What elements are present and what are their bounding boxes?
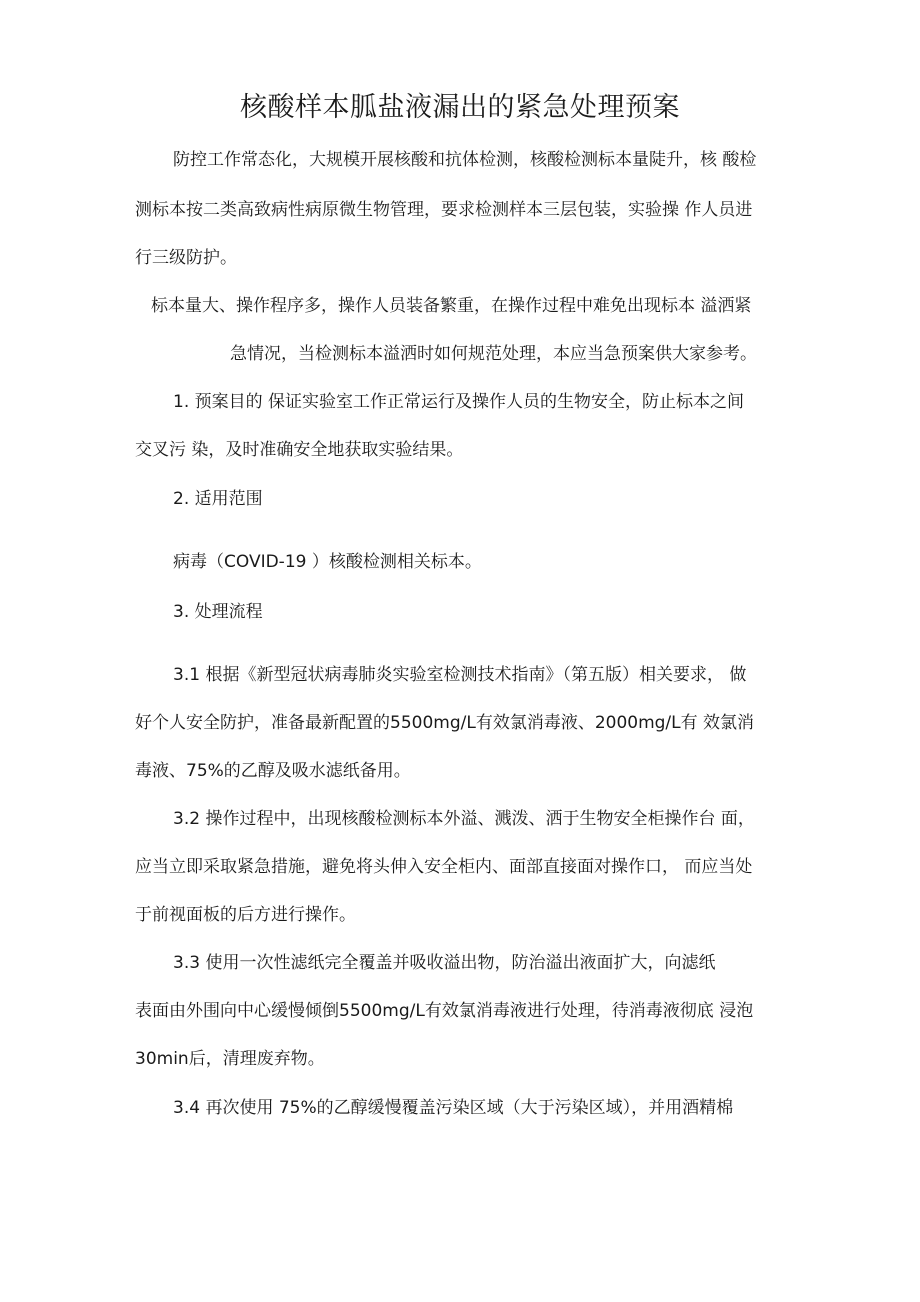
paragraph-line: 于前视面板的后方进行操作。 [135,905,356,925]
paragraph-line: 3.4 再次使用 75%的乙醇缓慢覆盖污染区域（大于污染区域），并用酒精棉 [173,1098,734,1118]
paragraph-line: 3.1 根据《新型冠状病毒肺炎实验室检测技术指南》（第五版）相关要求， 做 [173,665,747,685]
section-heading-1: 1. 预案目的 保证实验室工作正常运行及操作人员的生物安全，防止标本之间 [173,392,745,412]
paragraph-line: 标本量大、操作程序多，操作人员装备繁重，在操作过程中难免出现标本 溢洒紧 [151,296,752,316]
document-title: 核酸样本胍盐液漏出的紧急处理预案 [240,92,680,123]
section-heading-3: 3. 处理流程 [173,602,263,622]
paragraph-line: 交叉污 染，及时准确安全地获取实验结果。 [135,440,464,460]
paragraph-line: 测标本按二类高致病性病原微生物管理，要求检测样本三层包装，实验操 作人员进 [135,200,753,220]
paragraph-line: 行三级防护。 [135,248,237,268]
paragraph-line: 表面由外围向中心缓慢倾倒5500mg/L有效氯消毒液进行处理，待消毒液彻底 浸泡 [135,1001,754,1021]
paragraph-line: 防控工作常态化，大规模开展核酸和抗体检测，核酸检测标本量陡升，核 酸检 [173,150,757,170]
paragraph-line: 3.2 操作过程中，出现核酸检测标本外溢、溅泼、洒于生物安全柜操作台 面， [173,809,755,829]
paragraph-line: 3.3 使用一次性滤纸完全覆盖并吸收溢出物，防治溢出液面扩大，向滤纸 [173,953,716,973]
paragraph-line: 应当立即采取紧急措施，避免将头伸入安全柜内、面部直接面对操作口， 而应当处 [135,857,753,877]
section-heading-2: 2. 适用范围 [173,489,263,509]
paragraph-line: 毒液、75%的乙醇及吸水滤纸备用。 [135,761,411,781]
paragraph-line: 好个人安全防护，准备最新配置的5500mg/L有效氯消毒液、2000mg/L有 效氯消 [135,713,755,733]
paragraph-line: 30min后，清理废弃物。 [135,1049,325,1069]
paragraph-line: 病毒（COVID-19 ）核酸检测相关标本。 [173,552,482,572]
paragraph-line: 急情况，当检测标本溢洒时如何规范处理，本应当急预案供大家参考。 [230,344,757,364]
